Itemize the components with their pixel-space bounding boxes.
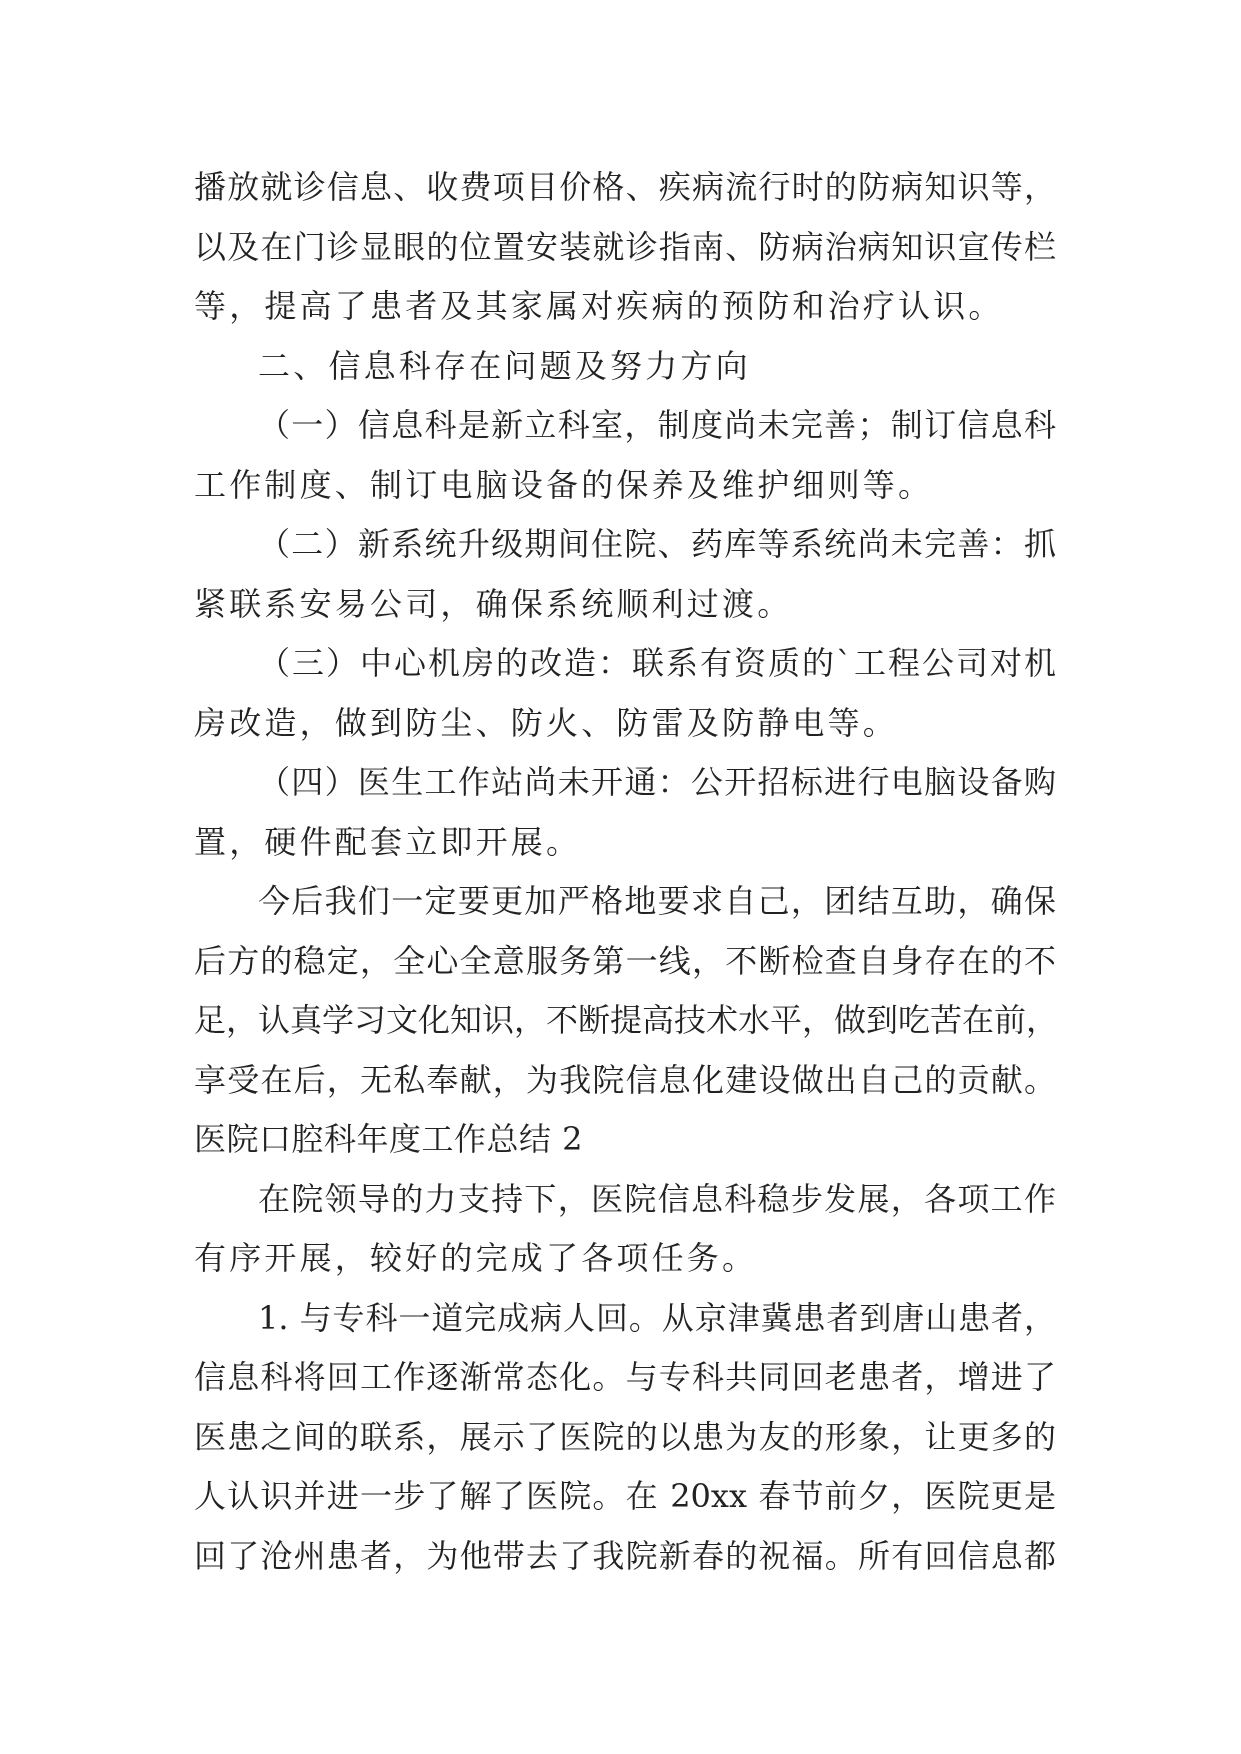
text-line: 工作制度、制订电脑设备的保养及维护细则等。 [194, 465, 934, 504]
text-line: （四）医生工作站尚未开通：公开招标进行电脑设备购 [258, 763, 1056, 801]
text-line: 足，认真学习文化知识，不断提高技术水平，做到吃苦在前， [194, 1001, 1059, 1039]
text-line: （三）中心机房的改造：联系有资质的`工程公司对机 [258, 644, 1056, 682]
text-line: 房改造，做到防尘、防火、防雷及防静电等。 [194, 703, 899, 742]
text-line: 医患之间的联系，展示了医院的以患为友的形象，让更多的 [194, 1417, 1056, 1456]
text-line: 在院领导的力支持下，医院信息科稳步发展，各项工作 [258, 1179, 1056, 1218]
text-line: 享受在后，无私奉献，为我院信息化建设做出自己的贡献。 [194, 1060, 1056, 1099]
section-title: 医院口腔科年度工作总结 2 [194, 1120, 584, 1158]
text-line: 信息科将回工作逐渐常态化。与专科共同回老患者，增进了 [194, 1358, 1056, 1396]
text-line: 置，硬件配套立即开展。 [194, 822, 582, 861]
text-line: （一）信息科是新立科室，制度尚未完善；制订信息科 [258, 406, 1056, 444]
text-line: 回了沧州患者，为他带去了我院新春的祝福。所有回信息都 [194, 1536, 1056, 1575]
text-line: 有序开展，较好的完成了各项任务。 [194, 1239, 758, 1277]
text-line: 人认识并进一步了解了医院。在 20xx 春节前夕，医院更是 [194, 1477, 1056, 1515]
text-line: 后方的稳定，全心全意服务第一线，不断检查自身存在的不 [194, 941, 1056, 980]
text-line: 紧联系安易公司，确保系统顺利过渡。 [194, 584, 793, 623]
text-line: 播放就诊信息、收费项目价格、疾病流行时的防病知识等， [194, 168, 1056, 206]
text-line: 以及在门诊显眼的位置安装就诊指南、防病治病知识宣传栏 [194, 227, 1056, 266]
text-line: 今后我们一定要更加严格地要求自己，团结互助，确保 [258, 882, 1056, 920]
text-line: 等，提高了患者及其家属对疾病的预防和治疗认识。 [194, 287, 1004, 325]
document-body [194, 158, 1059, 1586]
text-line: （二）新系统升级期间住院、药库等系统尚未完善：抓 [258, 525, 1056, 563]
text-line: 二、信息科存在问题及努力方向 [258, 346, 751, 385]
text-line: 1. 与专科一道完成病人回。从京津冀患者到唐山患者， [258, 1298, 1056, 1337]
